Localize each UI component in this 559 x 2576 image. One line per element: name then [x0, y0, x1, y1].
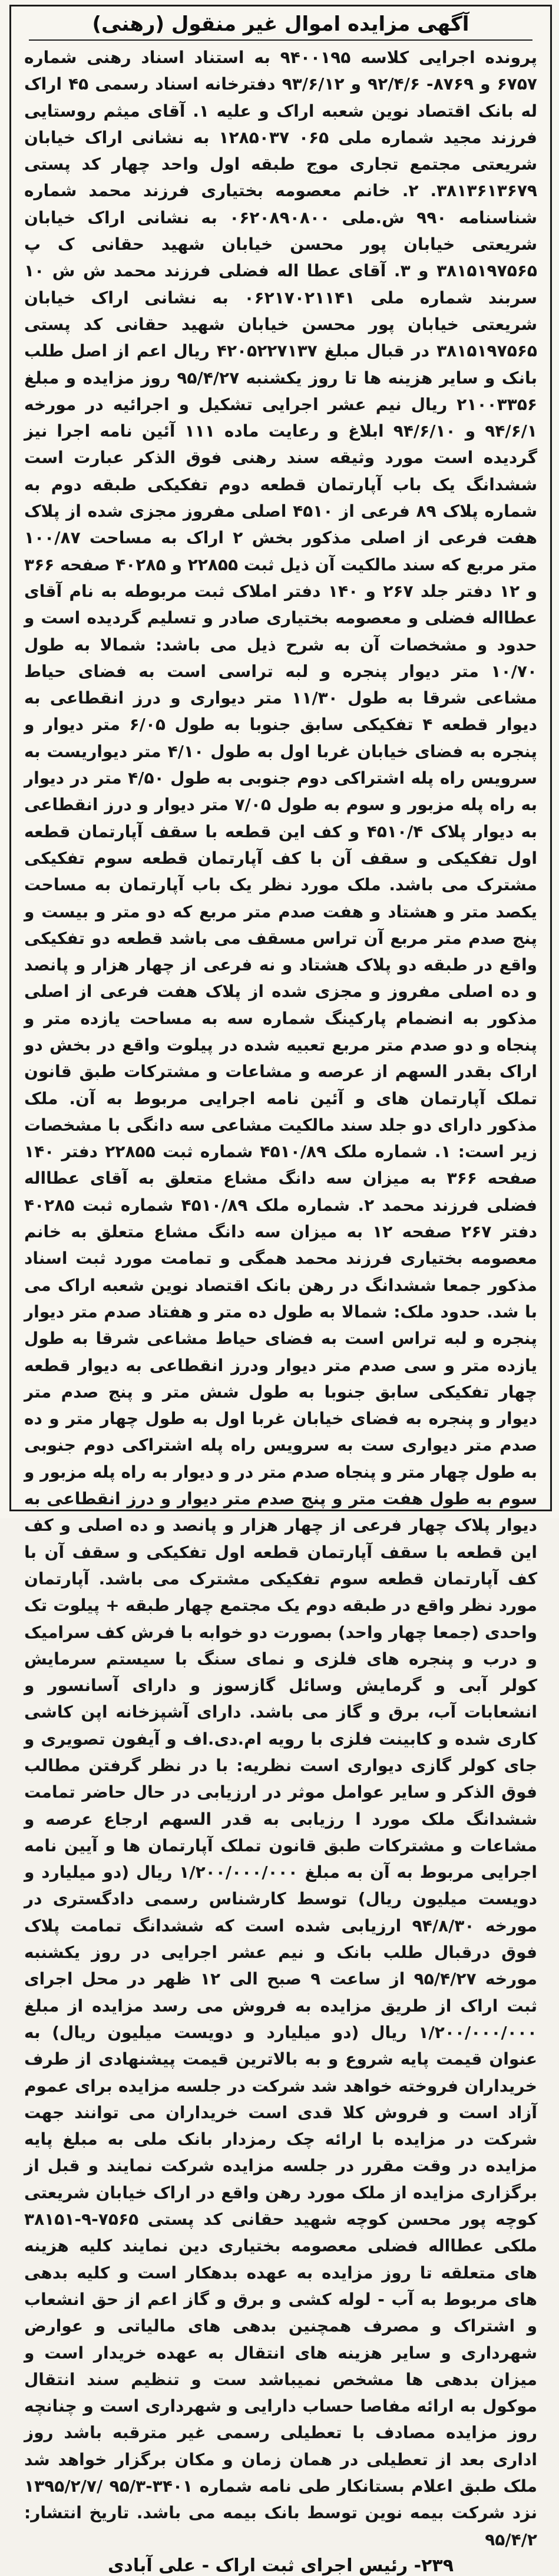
- notice-frame: [9, 5, 552, 2576]
- notice-signature: ۲۳۹- رئیس اجرای ثبت اراک - علی آبادی: [107, 2555, 454, 2576]
- notice-title: آگهی مزایده اموال غیر منقول (رهنی): [92, 12, 469, 36]
- title-divider: [29, 39, 532, 41]
- notice-body: پرونده اجرایی کلاسه ۹۴۰۰۱۹۵ به استناد اسناد رهنی شماره ۶۷۵۷ و ۸۷۶۹- ۹۲/۴/۶ و ۹۳/۶/۱۲ دفترخانه اسناد رسمی ۴۵ اراک له بانک اقتصاد نوین شعبه اراک و علیه ۱. آقای میثم روستایی فرزند مجید شماره ملی ۰۶۵ ۱۲۸۵۰۳۷ به نشانی اراک خیابان شریعتی مجتمع تجاری موج طبقه اول واحد چهار کد پستی ۳۸۱۳۶۱۳۶۷۹. ۲. خانم معصومه بختیاری فرزند محمد شماره شناسنامه ۹۹۰ ش.ملی ۰۶۲۰۸۹۰۸۰۰ به نشانی اراک خیابان شریعتی خیابان پور محسن خیابان شهید حقانی ک پ ۳۸۱۵۱۹۷۵۶۵ و ۳. آقای عطا اله فضلی فرزند محمد ش ش ۱۰ سربند شماره ملی ۰۶۲۱۷۰۲۱۱۴۱ به نشانی اراک خیابان شریعتی خیابان پور محسن خیابان شهید حقانی کد پستی ۳۸۱۵۱۹۷۵۶۵ در قبال مبلغ ۴۲۰۵۲۲۷۱۳۷ ریال اعم از اصل طلب بانک و سایر هزینه ها تا روز یکشنبه ۹۵/۴/۲۷ روز مزایده و مبلغ ۲۱۰۰۳۳۵۶ ریال نیم عشر اجرایی تشکیل و اجرائیه در مورخه ۹۴/۶/۱ و ۹۴/۶/۱۰ ابلاغ و رعایت ماده ۱۱۱ آئین نامه اجرا نیز گردیده است مورد وثیقه سند رهنی فوق الذکر عبارت است ششدانگ یک باب آپارتمان قطعه دوم تفکیکی طبقه دوم به شماره پلاک ۸۹ فرعی از ۴۵۱۰ اصلی مفروز مجزی شده از پلاک هفت فرعی از اصلی مذکور بخش ۲ اراک به مساحت ۱۰۰/۸۷ متر مربع که سند مالکیت آن ذیل ثبت ۲۲۸۵۵ و ۴۰۲۸۵ صفحه ۳۶۶ و ۱۲ دفتر جلد ۲۶۷ و ۱۴۰ دفتر املاک ثبت مربوطه به نام آقای عطااله فضلی و معصومه بختیاری صادر و تسلیم گردیده است و حدود و مشخصات آن به شرح ذیل می باشد: شمالا به طول ۱۰/۷۰ متر دیوار پنجره و لبه تراسی است به فضای حیاط مشاعی شرقا به طول ۱۱/۳۰ متر دیواری و درز انقطاعی به دیوار قطعه ۴ تفکیکی سابق جنوبا به طول ۶/۰۵ متر دیوار و پنجره به فضای خیابان غربا اول به طول ۴/۱۰ متر دیواریست به سرویس راه پله اشتراکی دوم جنوبی به طول ۴/۵۰ متر در دیوار به راه پله مزبور و سوم به طول ۷/۰۵ متر دیوار و درز انقطاعی به دیوار پلاک ۴۵۱۰/۴ و کف این قطعه با سقف آپارتمان قطعه اول تفکیکی و سقف آن با کف آپارتمان قطعه سوم تفکیکی مشترک می باشد. ملک مورد نظر یک باب آپارتمان به مساحت یکصد متر و هشتاد و هفت صدم متر مربع که دو متر و بیست و پنج صدم متر مربع آن تراس مسقف می باشد قطعه دو تفکیکی واقع در طبقه دو پلاک هشتاد و نه فرعی از چهار هزار و پانصد و ده اصلی مفروز و مجزی شده از پلاک هفت فرعی از اصلی مذکور به انضمام پارکینگ شماره سه به مساحت یازده متر و پنجاه و دو صدم متر مربع تعبیه شده در پیلوت واقع در بخش دو اراک بقدر السهم از عرصه و مشاعات و مشترکات طبق قانون تملک آپارتمان های و آئین نامه اجرایی مربوط به آن. ملک مذکور دارای دو جلد سند مالکیت مشاعی سه دانگی با مشخصات زیر است: ۱. شماره ملک ۴۵۱۰/۸۹ شماره ثبت ۲۲۸۵۵ دفتر ۱۴۰ صفحه ۳۶۶ به میزان سه دانگ مشاع متعلق به آقای عطااله فضلی فرزند محمد ۲. شماره ملک ۴۵۱۰/۸۹ شماره ثبت ۴۰۲۸۵ دفتر ۲۶۷ صفحه ۱۲ به میزان سه دانگ مشاع متعلق به خانم معصومه بختیاری فرزند محمد همگی و تمامت مورد ثبت اسناد مذکور جمعا ششدانگ در رهن بانک اقتصاد نوین شعبه اراک می با شد. حدود ملک: شمالا به طول ده متر و هفتاد صدم متر دیوار پنجره و لبه تراس است به فضای حیاط مشاعی شرقا به طول یازده متر و سی صدم متر دیوار ودرز انقطاعی به دیوار قطعه چهار تفکیکی سابق جنوبا به طول شش متر و پنج صدم متر دیوار و پنجره به فضای خیابان غربا اول به طول چهار متر و ده صدم متر دیواری ست به سرویس راه پله اشتراکی دوم جنوبی به طول چهار متر و پنجاه صدم متر در و دیوار به راه پله مزبور و سوم به طول هفت متر و پنج صدم متر دیوار و درز انقطاعی به دیوار پلاک چهار فرعی از چهار هزار و پانصد و ده اصلی و کف این قطعه با سقف آپارتمان قطعه اول تفکیکی و سقف آن با کف آپارتمان قطعه سوم تفکیکی مشترک می باشد. آپارتمان مورد نظر واقع در طبقه دوم یک مجتمع چهار طبقه + پیلوت تک واحدی (جمعا چهار واحد) بصورت دو خوابه با فرش کف سرامیک و درب و پنجره های فلزی و نمای سنگ با سیستم سرمایش کولر آبی و گرمایش وسائل گازسوز و دارای آسانسور و انشعابات آب، برق و گاز می باشد. دارای آشپزخانه اپن کاشی کاری شده و کابینت فلزی با رویه ام.دی.اف و آیفون تصویری و جای کولر گازی دیواری است نظریه: با در نظر گرفتن مطالب فوق الذکر و سایر عوامل موثر در ارزیابی در حال حاضر تمامت ششدانگ ملک مورد ا رزیابی به قدر السهم ارجاع عرصه و مشاعات و مشترکات طبق قانون تملک آپارتمان ها و آیین نامه اجرایی مربوط به آن به مبلغ ۱/۲۰۰/۰۰۰/۰۰۰ ریال (دو میلیارد و دویست میلیون ریال) توسط کارشناس رسمی دادگستری در مورخه ۹۴/۸/۳۰ ارزیابی شده است که ششدانگ تمامت پلاک فوق درقبال طلب بانک و نیم عشر اجرایی در روز یکشنبه مورخه ۹۵/۴/۲۷ از ساعت ۹ صبح الی ۱۲ ظهر در محل اجرای ثبت اراک از طریق مزایده به فروش می رسد مزایده از مبلغ ۱/۲۰۰/۰۰۰/۰۰۰ ریال (دو میلیارد و دویست میلیون ریال) به عنوان قیمت پایه شروع و به بالاترین قیمت پیشنهادی از طرف خریداران فروخته خواهد شد شرکت در جلسه مزایده برای عموم آزاد است و فروش کلا قدی است خریداران می توانند جهت شرکت در مزایده با ارائه چک رمزدار بانک ملی به مبلغ پایه مزایده در وقت مقرر در جلسه مزایده شرکت نمایند و قبل از برگزاری مزایده از ملک مورد رهن واقع در اراک خیابان شریعتی کوچه پور محسن کوچه شهید حقانی کد پستی ۷۵۶۵-۹-۳۸۱۵۱ ملکی عطااله فضلی معصومه بختیاری دین نمایند کلیه هزینه های متعلقه تا روز مزایده به عهده بدهکار است و کلیه بدهی های مربوط به آب - لوله کشی و برق و گاز اعم از حق انشعاب و اشتراک و مصرف همچنین بدهی های مالیاتی و عوارض شهرداری و سایر هزینه های انتقال به عهده خریدار است و میزان بدهی ها مشخص نمیباشد ست و تنظیم سند انتقال موکول به ارائه مفاصا حساب دارایی و شهرداری است و چنانچه روز مزایده مصادف با تعطیلی رسمی غیر مترقبه باشد روز اداری بعد از تعطیلی در همان زمان و مکان برگزار خواهد شد ملک طبق اعلام بستانکار طی نامه شماره ۳۴۰۱-۹۵/۳ /۱۳۹۵/۲/۷ نزد شرکت بیمه نوین توسط بانک بیمه می باشد. تاریخ انتشار: ۹۵/۴/۲: [24, 48, 538, 2549]
